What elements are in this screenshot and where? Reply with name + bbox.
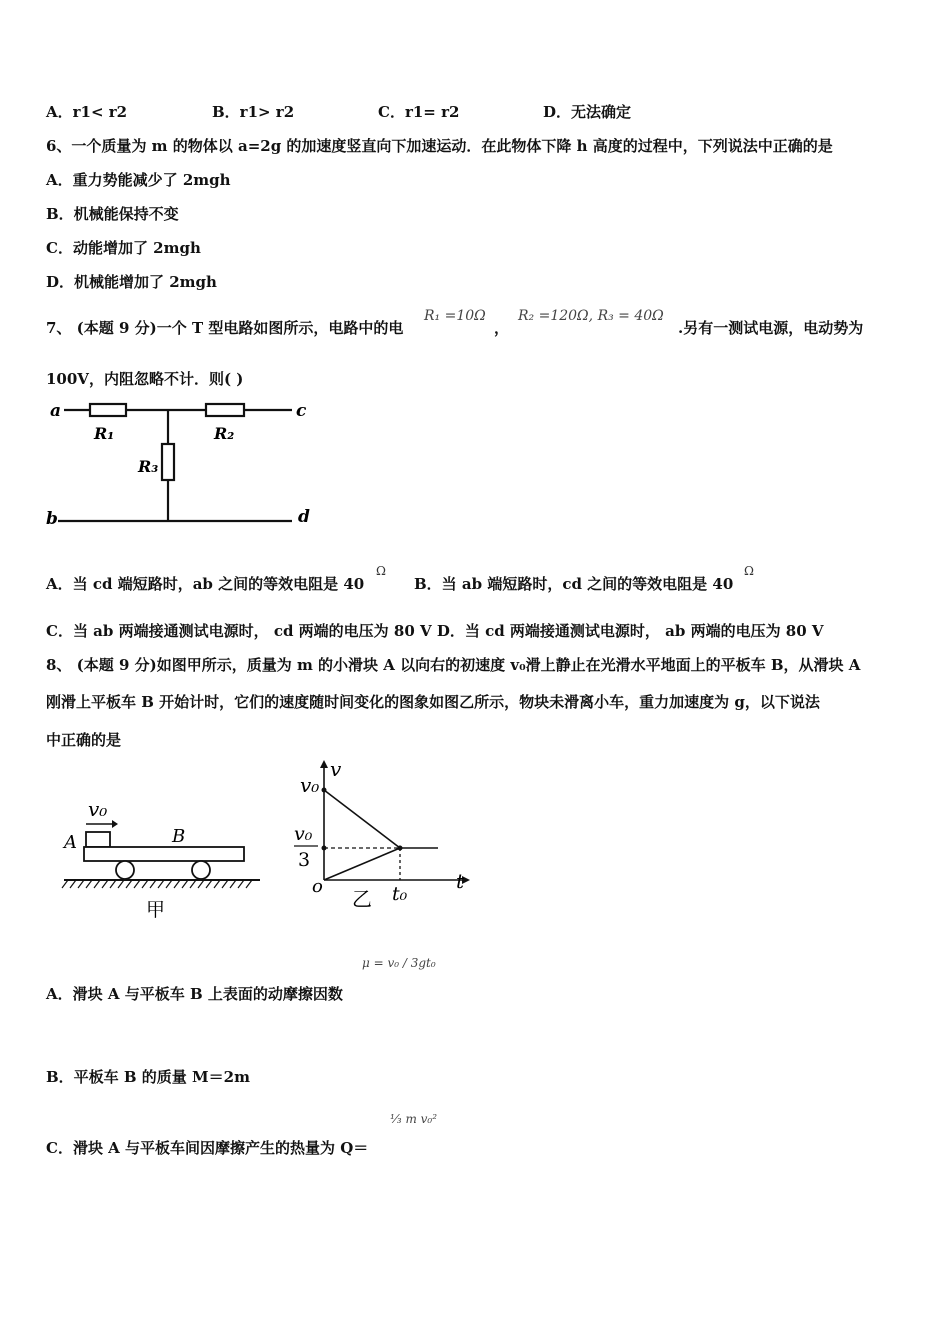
- q6-stem: 6、一个质量为 m 的物体以 a=2g 的加速度竖直向下加速运动．在此物体下降 h 高度的过程中，下列说法中正确的是: [46, 137, 833, 155]
- jia-label-b: B: [172, 826, 186, 847]
- q8-stem-line3: 中正确的是: [46, 731, 122, 749]
- yi-v0-fraction-denominator: 3: [298, 849, 311, 871]
- circuit-label-b: b: [46, 509, 58, 529]
- yi-caption: 乙: [352, 887, 372, 911]
- yi-v0-fraction-numerator: v₀: [294, 823, 313, 845]
- q5-option-b: B．r1> r2: [212, 103, 295, 121]
- yi-v-axis-label: v: [330, 757, 342, 781]
- q8-stem-line1: 8、 (本题 9 分)如图甲所示，质量为 m 的小滑块 A 以向右的初速度 v₀滑上静止在光滑水平地面上的平板车 B，从滑块 A: [46, 656, 861, 674]
- q7-option-b-omega: Ω: [744, 564, 754, 578]
- yi-t-axis-label: t: [456, 869, 465, 893]
- t-circuit-diagram: [44, 396, 324, 534]
- q7-stem-part2: .另有一测试电源，电动势为: [678, 319, 864, 337]
- yi-v0-label: v₀: [300, 773, 320, 797]
- q6-option-d: D．机械能增加了 2mgh: [46, 273, 217, 291]
- q8-formula-heat: ⅓ m v₀²: [390, 1112, 438, 1126]
- q7-stem-part1: 7、 (本题 9 分)一个 T 型电路如图所示，电路中的电: [46, 319, 404, 337]
- circuit-label-c: c: [296, 401, 307, 421]
- q5-option-a: A．r1< r2: [46, 103, 128, 121]
- q7-stem-line2: 100V，内阻忽略不计．则( ): [46, 370, 244, 388]
- circuit-label-a: a: [50, 401, 62, 421]
- q8-option-b: B．平板车 B 的质量 M＝2m: [46, 1068, 250, 1086]
- q8-option-a: A．滑块 A 与平板车 B 上表面的动摩擦因数: [46, 985, 343, 1003]
- q8-option-c: C．滑块 A 与平板车间因摩擦产生的热量为 Q＝: [46, 1139, 369, 1157]
- jia-caption: 甲: [146, 899, 166, 921]
- circuit-label-r2: R₂: [214, 424, 235, 443]
- yi-origin-label: o: [312, 876, 323, 897]
- q7-option-b: B．当 ab 端短路时，cd 之间的等效电阻是 40: [414, 575, 734, 593]
- yi-t0-label: t₀: [392, 883, 408, 905]
- q7-option-a: A．当 cd 端短路时，ab 之间的等效电阻是 40: [46, 575, 365, 593]
- jia-label-a: A: [64, 832, 77, 853]
- figure-jia-block-cart: [60, 790, 270, 924]
- q6-option-b: B．机械能保持不变: [46, 205, 179, 223]
- q8-formula-mu: μ = v₀ / 3gt₀: [362, 956, 436, 970]
- figure-yi-vt-graph: [290, 756, 480, 916]
- q5-option-c: C．r1= r2: [378, 103, 460, 121]
- q7-formula-r2-r3: R₂ =120Ω, R₃ = 40Ω: [518, 308, 664, 324]
- q7-formula-r1: R₁ =10Ω: [424, 308, 486, 324]
- q7-comma: ，: [494, 319, 510, 337]
- q5-option-d: D．无法确定: [543, 103, 632, 121]
- q7-option-c-d: C．当 ab 两端接通测试电源时， cd 两端的电压为 80 V D．当 cd 两端接通测试电源时， ab 两端的电压为 80 V: [46, 622, 824, 640]
- circuit-label-r3: R₃: [138, 457, 159, 476]
- jia-v0-label: v₀: [88, 797, 108, 821]
- circuit-label-r1: R₁: [94, 424, 115, 443]
- circuit-label-d: d: [298, 507, 310, 527]
- q8-stem-line2: 刚滑上平板车 B 开始计时，它们的速度随时间变化的图象如图乙所示，物块未滑离小车，重力加速度为 g，以下说法: [46, 693, 820, 711]
- q7-option-a-omega: Ω: [376, 564, 386, 578]
- q6-option-c: C．动能增加了 2mgh: [46, 239, 201, 257]
- q6-option-a: A．重力势能减少了 2mgh: [46, 171, 231, 189]
